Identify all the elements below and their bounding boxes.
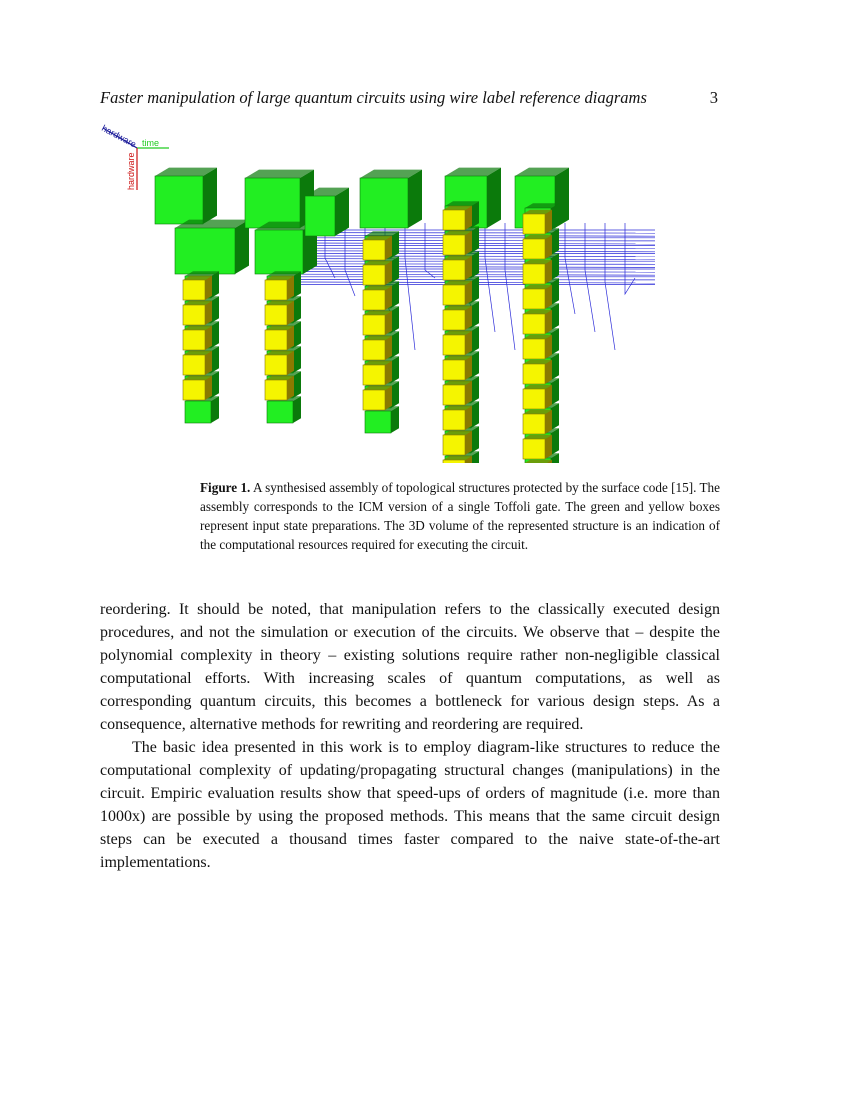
axis-label-time: time: [142, 138, 160, 148]
yellow-block: [443, 356, 472, 380]
yellow-block: [523, 235, 552, 259]
yellow-block: [443, 406, 472, 430]
yellow-block: [265, 276, 294, 300]
yellow-block: [523, 435, 552, 459]
wire: [405, 223, 415, 350]
wire: [505, 223, 515, 350]
yellow-block: [363, 336, 392, 360]
axis-label-hardware-diagonal: hardware: [100, 122, 138, 150]
yellow-block: [265, 301, 294, 325]
axis-label-hardware-vertical: hardware: [126, 152, 136, 190]
yellow-block: [363, 361, 392, 385]
green-block: [360, 170, 422, 228]
yellow-block: [183, 351, 212, 375]
running-title: Faster manipulation of large quantum circuits using wire label reference diagrams: [100, 88, 647, 107]
yellow-block: [443, 206, 472, 230]
yellow-block: [443, 231, 472, 255]
yellow-block: [443, 431, 472, 455]
yellow-block: [363, 261, 392, 285]
yellow-block: [443, 331, 472, 355]
yellow-block: [265, 326, 294, 350]
yellow-block: [443, 306, 472, 330]
wire: [605, 223, 615, 350]
yellow-block: [443, 381, 472, 405]
yellow-block: [523, 285, 552, 309]
paragraph-1: reordering. It should be noted, that manipulation refers to the classically executed design procedures, and not the simulation or execution of the circuits. We observe that – despite the polynomial complexity in theory – existing solutions require rather non-negligible classical computational efforts. With increasing scales of quantum computations, as well as corresponding quantum circuits, this becomes a bottleneck for various design steps. As a consequence, alternative methods for rewriting and reordering are required.: [100, 601, 720, 733]
yellow-block: [363, 386, 392, 410]
yellow-block: [443, 256, 472, 280]
green-block: [245, 170, 314, 228]
figure-1: [95, 118, 665, 463]
yellow-block: [265, 351, 294, 375]
yellow-block: [183, 276, 212, 300]
wire: [585, 223, 595, 332]
caption-text: A synthesised assembly of topological structures protected by the surface code [15]. The assembly corresponds to the ICM version of a single Toffoli gate. The green and yellow boxes represent input state preparations. The 3D volume of the represented structure is an indication of the computational resources required for executing the circuit.: [200, 480, 720, 552]
wire: [425, 223, 435, 278]
yellow-block: [443, 281, 472, 305]
yellow-block: [523, 210, 552, 234]
body-text: [100, 598, 720, 874]
yellow-block: [363, 236, 392, 260]
yellow-block: [183, 301, 212, 325]
wire: [565, 223, 575, 314]
paragraph-2: The basic idea presented in this work is to employ diagram-like structures to reduce the computational complexity of updating/propagating structural changes (manipulations) in the circuit. Empiric evaluation results show that speed-ups of orders of magnitude (i.e. more than 1000x) are possible by using the proposed methods. This means that the same circuit design steps can be executed a thousand times faster compared to the naive state-of-the-art implementations.: [100, 739, 720, 871]
green-block: [305, 188, 349, 236]
yellow-block: [523, 385, 552, 409]
yellow-block: [183, 326, 212, 350]
yellow-block: [523, 360, 552, 384]
yellow-block: [523, 410, 552, 434]
green-block: [175, 220, 249, 274]
figure-caption: [200, 478, 720, 554]
wire: [625, 223, 635, 294]
caption-label: Figure 1.: [200, 480, 251, 495]
wire: [345, 223, 355, 296]
yellow-block: [523, 310, 552, 334]
wire: [300, 274, 655, 275]
figure-1-diagram: [95, 118, 665, 463]
page-number: 3: [709, 88, 718, 107]
yellow-block: [363, 286, 392, 310]
running-header: [100, 88, 720, 110]
wire: [485, 223, 495, 332]
yellow-block: [523, 335, 552, 359]
box-assembly: [155, 168, 569, 463]
yellow-block: [183, 376, 212, 400]
yellow-block: [265, 376, 294, 400]
yellow-block: [523, 260, 552, 284]
yellow-block: [363, 311, 392, 335]
green-block: [155, 168, 217, 224]
